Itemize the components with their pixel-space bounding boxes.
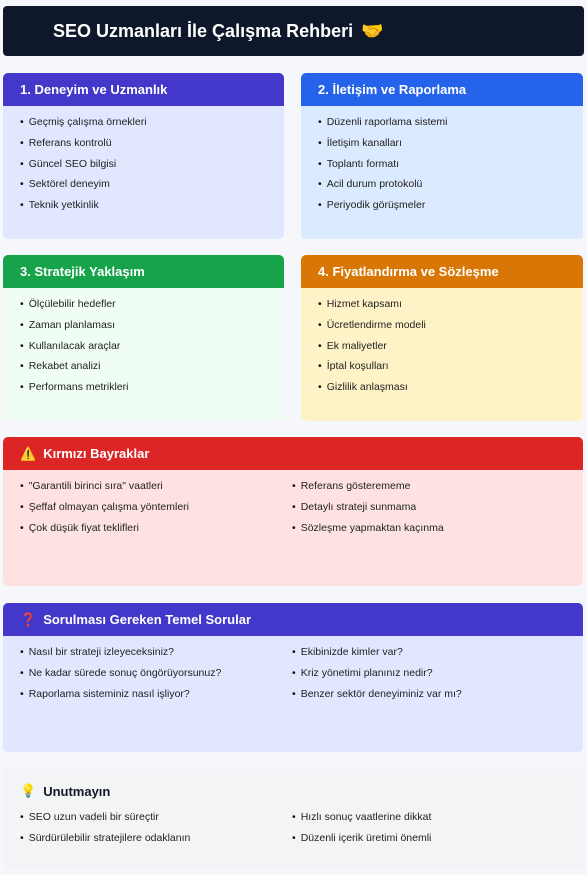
section-strategy-title: 3. Stratejik Yaklaşım [20, 264, 145, 279]
list-item: • Ek maliyetler [318, 336, 566, 357]
list-item: • Düzenli içerik üretimi önemli [292, 828, 564, 849]
red-flags-list-right [292, 476, 564, 538]
list-item: • Şeffaf olmayan çalışma yöntemleri [20, 497, 292, 518]
section-questions-header [3, 603, 583, 636]
section-pricing-header [301, 255, 583, 288]
section-red-flags-title: Kırmızı Bayraklar [43, 446, 150, 461]
section-pricing [301, 255, 583, 421]
list-item: • Sektörel deneyim [20, 174, 267, 195]
list-item: • Gizlilik anlaşması [318, 377, 566, 398]
list-item: • Detaylı strateji sunmama [292, 497, 564, 518]
list-item: • Acil durum protokolü [318, 174, 566, 195]
section-experience-header [3, 73, 284, 106]
list-item: • Düzenli raporlama sistemi [318, 112, 566, 133]
section-experience-title: 1. Deneyim ve Uzmanlık [20, 82, 168, 97]
reminder-list-right [292, 807, 564, 849]
section-strategy-header [3, 255, 284, 288]
list-item: • Zaman planlaması [20, 315, 267, 336]
section-communication [301, 73, 583, 239]
list-item: • Kriz yönetimi planınız nedir? [292, 663, 564, 684]
handshake-icon: 🤝 [361, 20, 384, 41]
section-questions [3, 603, 583, 752]
list-item: • Kullanılacak araçlar [20, 336, 267, 357]
section-strategy [3, 255, 284, 421]
questions-list-right [292, 642, 564, 704]
list-item: • İptal koşulları [318, 356, 566, 377]
section-red-flags [3, 437, 583, 586]
list-item: • Teknik yetkinlik [20, 195, 267, 216]
questions-list-left [20, 642, 292, 704]
list-item: • Raporlama sisteminiz nasıl işliyor? [20, 684, 292, 705]
section-strategy-list [20, 294, 267, 398]
list-item: • Ücretlendirme modeli [318, 315, 566, 336]
list-item: • Referans kontrolü [20, 133, 267, 154]
list-item: • İletişim kanalları [318, 133, 566, 154]
section-reminder-header [3, 769, 583, 807]
question-icon: ❓ [20, 611, 37, 627]
list-item: • Ölçülebilir hedefler [20, 294, 267, 315]
section-experience [3, 73, 284, 239]
section-communication-list [318, 112, 566, 216]
list-item: • Toplantı formatı [318, 154, 566, 175]
section-questions-title: Sorulması Gereken Temel Sorular [43, 612, 252, 627]
list-item: • Ekibinizde kimler var? [292, 642, 564, 663]
list-item: • Referans gösterememe [292, 476, 564, 497]
section-pricing-title: 4. Fiyatlandırma ve Sözleşme [318, 264, 499, 279]
page-title: SEO Uzmanları İle Çalışma Rehberi [53, 20, 354, 41]
list-item: • Sözleşme yapmaktan kaçınma [292, 518, 564, 539]
list-item: • Rekabet analizi [20, 356, 267, 377]
page-header [3, 6, 584, 56]
section-pricing-list [318, 294, 566, 398]
list-item: • "Garantili birinci sıra" vaatleri [20, 476, 292, 497]
warning-icon: ⚠️ [20, 445, 37, 461]
list-item: • Hızlı sonuç vaatlerine dikkat [292, 807, 564, 828]
list-item: • Nasıl bir strateji izleyeceksiniz? [20, 642, 292, 663]
section-reminder [3, 769, 583, 869]
list-item: • Güncel SEO bilgisi [20, 154, 267, 175]
list-item: • Çok düşük fiyat teklifleri [20, 518, 292, 539]
list-item: • Performans metrikleri [20, 377, 267, 398]
list-item: • Periyodik görüşmeler [318, 195, 566, 216]
list-item: • Hizmet kapsamı [318, 294, 566, 315]
list-item: • Geçmiş çalışma örnekleri [20, 112, 267, 133]
section-communication-title: 2. İletişim ve Raporlama [318, 82, 467, 97]
lightbulb-icon: 💡 [20, 783, 37, 798]
list-item: • Benzer sektör deneyiminiz var mı? [292, 684, 564, 705]
section-communication-header [301, 73, 583, 106]
section-red-flags-header [3, 437, 583, 470]
reminder-list-left [20, 807, 292, 849]
list-item: • Sürdürülebilir stratejilere odaklanın [20, 828, 292, 849]
red-flags-list-left [20, 476, 292, 538]
section-experience-list [20, 112, 267, 216]
list-item: • SEO uzun vadeli bir süreçtir [20, 807, 292, 828]
list-item: • Ne kadar sürede sonuç öngörüyorsunuz? [20, 663, 292, 684]
section-reminder-title: Unutmayın [43, 783, 111, 799]
